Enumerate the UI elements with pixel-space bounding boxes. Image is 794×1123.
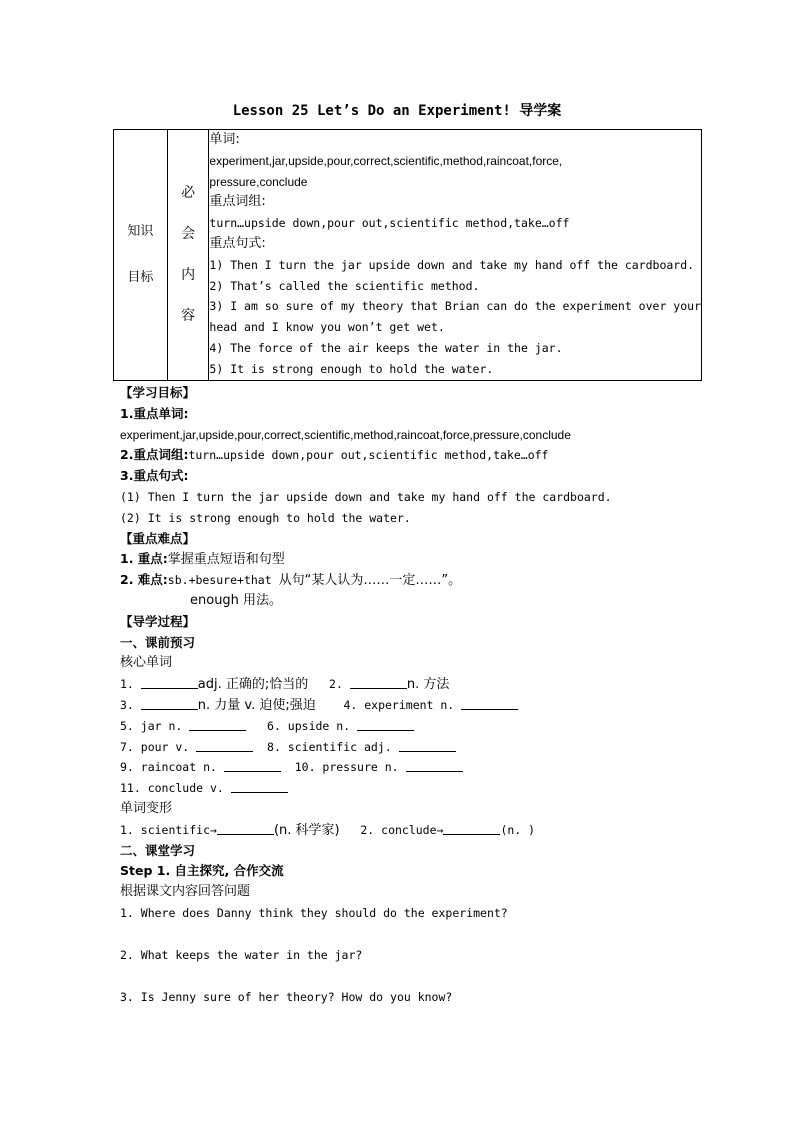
vocab-number: 3. [120, 697, 141, 712]
vocab-number: 10. pressure n. [294, 760, 406, 775]
key-sentence-2: (2) It is strong enough to hold the water. [120, 510, 411, 525]
vocab-meaning: adj. 正确的;恰当的 [197, 677, 309, 693]
table-line: turn…upside down,pour out,scientific method,take…off [209, 216, 570, 231]
vocab-number: 2. [329, 677, 350, 692]
answer-blank[interactable] [406, 759, 463, 772]
table-line: 5) It is strong enough to hold the water. [209, 361, 494, 376]
answer-blank[interactable] [350, 676, 407, 689]
question-3: 3. Is Jenny sure of her theory? How do you know? [120, 989, 453, 1004]
table-line: 重点词组: [209, 194, 266, 210]
table-line: 单词: [209, 132, 240, 147]
process-heading: 【导学过程】 [120, 613, 196, 629]
learning-goals-heading: 【学习目标】 [120, 385, 196, 400]
table-line: 2) That’s called the scientific method. [209, 278, 480, 293]
key-sentence-1: (1) Then I turn the jar upside down and take my hand off the cardboard. [120, 489, 612, 504]
subcategory-char-4: 容 [181, 307, 196, 324]
worksheet-body [120, 383, 720, 1007]
answer-blank[interactable] [231, 780, 288, 793]
difficult-point-pattern: sb.+besure+that [167, 573, 272, 588]
key-words-text: experiment,jar,upside,pour,correct,scientific,method,raincoat,force,pressure,conclude [120, 427, 571, 442]
table-line: 3) I am so sure of my theory that Brian can do the experiment over your [209, 299, 701, 314]
page-title: Lesson 25 Let’s Do an Experiment! 导学案 [232, 103, 562, 119]
key-point-label: 1. 重点: [120, 551, 168, 567]
answer-blank[interactable] [399, 739, 456, 752]
vocab-meaning: n. 力量 v. 迫使;强迫 [197, 697, 316, 713]
difficult-point-label: 2. 难点: [120, 572, 168, 588]
key-sentences-label: 3.重点句式: [120, 468, 189, 484]
answer-space[interactable] [120, 924, 720, 945]
word-form-2: 2. conclude→ [360, 822, 444, 837]
key-phrases-text: turn…upside down,pour out,scientific method,take…off [188, 448, 549, 463]
answer-blank[interactable] [189, 718, 246, 731]
vocab-number: 5. jar n. [120, 718, 190, 733]
question-1: 1. Where does Danny think they should do the experiment? [120, 905, 508, 920]
key-difficult-heading: 【重点难点】 [120, 530, 196, 546]
table-line: 重点句式: [209, 235, 266, 251]
vocab-number: 6. upside n. [267, 718, 358, 733]
key-words-label: 1.重点单词: [120, 405, 189, 421]
category-line-1: 知识 [127, 223, 154, 239]
word-forms-row [120, 820, 720, 841]
core-words-label: 核心单词 [120, 655, 173, 671]
answer-blank[interactable] [443, 822, 500, 835]
step1-heading: Step 1. 自主探究, 合作交流 [120, 863, 284, 879]
difficult-point-enough: enough 用法。 [190, 592, 283, 608]
table-line: experiment,jar,upside,pour,correct,scientific,method,raincoat,force, [209, 153, 563, 168]
answer-blank[interactable] [357, 718, 414, 731]
vocab-row [120, 695, 720, 716]
subcategory-char-2: 会 [181, 225, 196, 242]
vocab-number: 9. raincoat n. [120, 760, 224, 775]
subcategory-char-3: 内 [181, 266, 196, 283]
answer-blank[interactable] [461, 697, 518, 710]
class-study-heading: 二、课堂学习 [120, 842, 196, 858]
key-point-1 [120, 549, 720, 570]
table-category-cell [114, 130, 168, 381]
subcategory-char-1: 必 [181, 184, 196, 201]
vocab-meaning: n. 方法 [406, 677, 450, 693]
answer-blank[interactable] [224, 759, 281, 772]
category-line-2: 目标 [127, 269, 154, 285]
word-form-1: 1. scientific→ [120, 822, 217, 837]
vocab-number: 4. experiment n. [343, 697, 462, 712]
key-phrases-label: 2.重点词组: [120, 447, 189, 463]
table-subcategory-cell [167, 130, 209, 381]
vocab-row [120, 737, 720, 758]
word-forms-label: 单词变形 [120, 800, 173, 816]
key-phrases-line [120, 445, 720, 466]
word-form-1-hint: (n. 科学家) [273, 822, 340, 838]
vocab-row [120, 757, 720, 778]
table-line: head and I know you won’t get wet. [209, 320, 445, 335]
vocab-number: 8. scientific adj. [267, 739, 399, 754]
key-point-text: 掌握重点短语和句型 [167, 552, 285, 568]
difficult-point [120, 570, 720, 591]
vocab-row [120, 778, 720, 799]
knowledge-goals-table [113, 129, 702, 381]
table-line: 4) The force of the air keeps the water in the jar. [209, 340, 563, 355]
vocab-row [120, 716, 720, 737]
answer-instruction: 根据课文内容回答问题 [120, 884, 251, 900]
table-content-cell [209, 130, 702, 381]
answer-blank[interactable] [141, 676, 198, 689]
difficult-point-text: 从句“某人认为……一定……”。 [278, 573, 462, 589]
answer-space[interactable] [120, 966, 720, 987]
question-2: 2. What keeps the water in the jar? [120, 947, 363, 962]
preview-heading: 一、课前预习 [120, 634, 196, 650]
vocab-row [120, 674, 720, 695]
answer-blank[interactable] [196, 739, 253, 752]
vocab-number: 1. [120, 677, 141, 692]
answer-blank[interactable] [217, 822, 274, 835]
vocab-number: 7. pour v. [120, 739, 197, 754]
table-line: pressure,conclude [209, 174, 308, 189]
vocab-number: 11. conclude v. [120, 781, 231, 796]
word-form-2-hint: (n. ) [500, 822, 536, 837]
table-line: 1) Then I turn the jar upside down and take my hand off the cardboard. [209, 257, 695, 272]
answer-blank[interactable] [141, 697, 198, 710]
